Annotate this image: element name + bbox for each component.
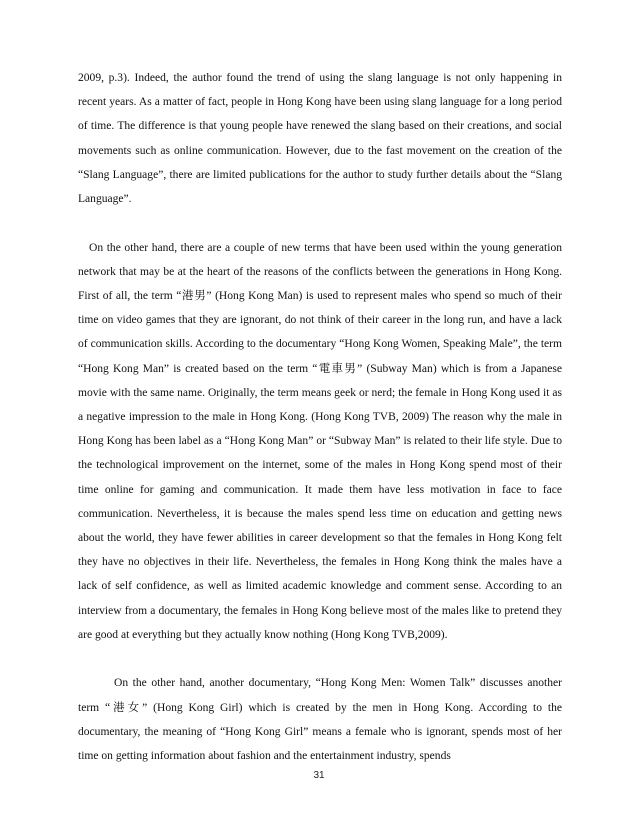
page-number: 31: [313, 770, 325, 781]
paragraph-spacer: [78, 211, 562, 235]
paragraph-spacer: [78, 647, 562, 671]
paragraph-1: 2009, p.3). Indeed, the author found the trend of using the slang language is not only happening in recent years. As a matter of fact, people in Hong Kong have been using slang language for a long period of time. The difference is that young people have renewed the slang based on their creations, and social movements such as online communication. However, due to the fast movement on the creation of the “Slang Language”, there are limited publications for the author to study further details about the “Slang Language”.: [78, 72, 562, 206]
body-text: [78, 66, 562, 768]
paragraph-2: On the other hand, there are a couple of new terms that have been used within the young generation network that may be at the heart of the reasons of the conflicts between the generations in Hong Kong. First of all, the term “港男” (Hong Kong Man) is used to represent males who spend so much of their time on video games that they are ignorant, do not think of their career in the long run, and have a lack of communication skills. According to the documentary “Hong Kong Women, Speaking Male”, the term “Hong Kong Man” is created based on the term “電車男” (Subway Man) which is from a Japanese movie with the same name. Originally, the term means geek or nerd; the female in Hong Kong used it as a negative impression to the male in Hong Kong. (Hong Kong TVB, 2009) The reason why the male in Hong Kong has been label as a “Hong Kong Man” or “Subway Man” is related to their life style. Due to the technological improvement on the internet, some of the males in Hong Kong spend most of their time online for gaming and communication. It made them have less motivation in face to face communication. Nevertheless, it is because the males spend less time on education and getting news about the world, they have fewer abilities in career development so that the females in Hong Kong felt they have no objectives in their life. Nevertheless, the females in Hong Kong think the males have a lack of self confidence, as well as limited academic knowledge and comment sense. According to an interview from a documentary, the females in Hong Kong believe most of the males like to pretend they are good at everything but they actually know nothing (Hong Kong TVB,2009).: [78, 241, 562, 641]
paragraph-3: On the other hand, another documentary, “Hong Kong Men: Women Talk” discusses another term “港女” (Hong Kong Girl) which is created by the men in Hong Kong. According to the documentary, the meaning of “Hong Kong Girl” means a female who is ignorant, spends most of her time on getting information about fashion and the entertainment industry, spends: [78, 677, 562, 763]
